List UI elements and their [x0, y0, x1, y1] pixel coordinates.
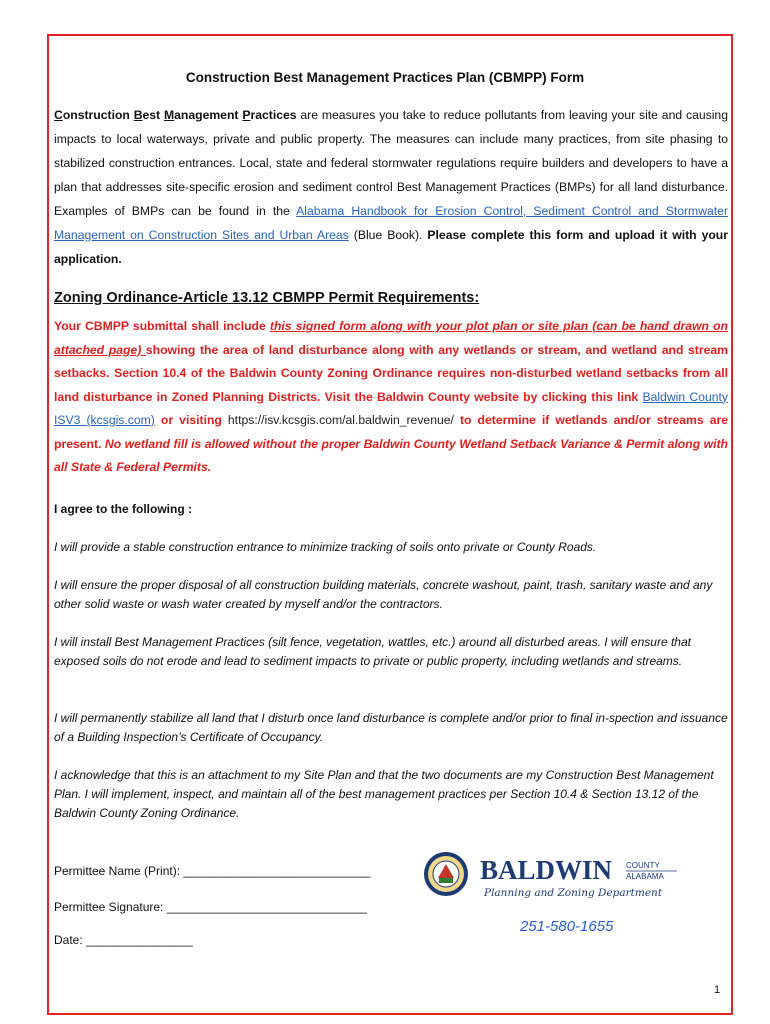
agreement-item: I will provide a stable construction entrance to minimize tracking of soils onto private or County Roads. — [54, 540, 597, 554]
agreement-item: I acknowledge that this is an attachment to my Site Plan and that the two documents are my Construction Best Management Plan. I will implement, inspect, and maintain all of the best management practices per Section 10.4 & Section 13.12 of the Baldwin County Zoning Ordinance. — [54, 768, 714, 820]
logo-department: Planning and Zoning Department — [484, 887, 663, 899]
baldwin-county-logo — [422, 850, 692, 900]
zoning-heading: Zoning Ordinance-Article 13.12 CBMPP Permit Requirements: — [54, 290, 480, 306]
permittee-name-field[interactable]: Permittee Name (Print): ____________________________ — [54, 864, 371, 878]
isv-url: https://isv.kcsgis.com/al.baldwin_revenue/ — [227, 413, 454, 427]
county-seal-icon — [424, 852, 468, 896]
agreement-item: I will permanently stabilize all land that I disturb once land disturbance is complete and/or prior to final in-spection and issuance of a Building Inspection’s Certificate of Occupancy. — [54, 711, 728, 744]
permittee-signature-field[interactable]: Permittee Signature: ______________________________ — [54, 900, 367, 914]
intro-paragraph: Construction Best Management Practices are measures you take to reduce pollutants from leaving your site and causing impacts to local waterways, private and public property. The measures can include many practices, from site phasing to stabilized construction entrances. Local, state and federal stormwater regulations require builders and developers to have a plan that addresses site-specific erosion and sediment control Best Management Practices (BMPs) for all land disturbance. Examples of BMPs can be found in the Alabama Handbook for Erosion Control, Sediment Control and Stormwater Management on Construction Sites and Urban Areas (Blue Book). Please complete this form and upload it with your application. — [54, 108, 728, 266]
phone-number: 251-580-1655 — [520, 918, 614, 935]
logo-state: ALABAMA — [626, 872, 664, 881]
date-field[interactable]: Date: ________________ — [54, 933, 193, 947]
agree-heading: I agree to the following : — [54, 502, 192, 516]
upload-instruction: Please complete this form and upload it with your application. — [54, 228, 728, 266]
agreement-item: I will install Best Management Practices (silt fence, vegetation, wattles, etc.) around all disturbed areas. I will ensure that exposed soils do not erode and lead to sediment impacts to private or public property, including wetlands and streams. — [54, 635, 691, 668]
isv3-link[interactable]: Baldwin County ISV3 (kcsgis.com) — [54, 389, 728, 427]
form-title: Construction Best Management Practices Plan (CBMPP) Form — [185, 70, 585, 85]
logo-name: BALDWIN — [480, 855, 613, 885]
zoning-requirements: Your CBMPP submittal shall include this signed form along with your plot plan or site plan (can be hand drawn on attached page) showing the area of land disturbance along with any wetlands or stream, and wetland and stream setbacks. Section 10.4 of the Baldwin County Zoning Ordinance requires non-disturbed wetland setbacks from all land disturbance in Zoned Planning Districts. Visit the Baldwin County website by clicking this link Baldwin County ISV3 (kcsgis.com) or visiting https://isv.kcsgis.com/al.baldwin_revenue/ to determine if wetlands and/or streams are present. No wetland fill is allowed without the proper Baldwin County Wetland Setback Variance & Permit along with all State & Federal Permits. — [54, 319, 728, 474]
blue-book-link[interactable]: Alabama Handbook for Erosion Control, Sediment Control and Stormwater Management on Construction Sites and Urban Areas — [54, 204, 728, 242]
logo-county: COUNTY — [626, 861, 660, 870]
agreement-item: I will ensure the proper disposal of all construction building materials, concrete washout, paint, trash, sanitary waste and any other solid waste or wash water created by myself and/or the contractors. — [54, 578, 713, 611]
page-number: 1 — [714, 984, 721, 996]
